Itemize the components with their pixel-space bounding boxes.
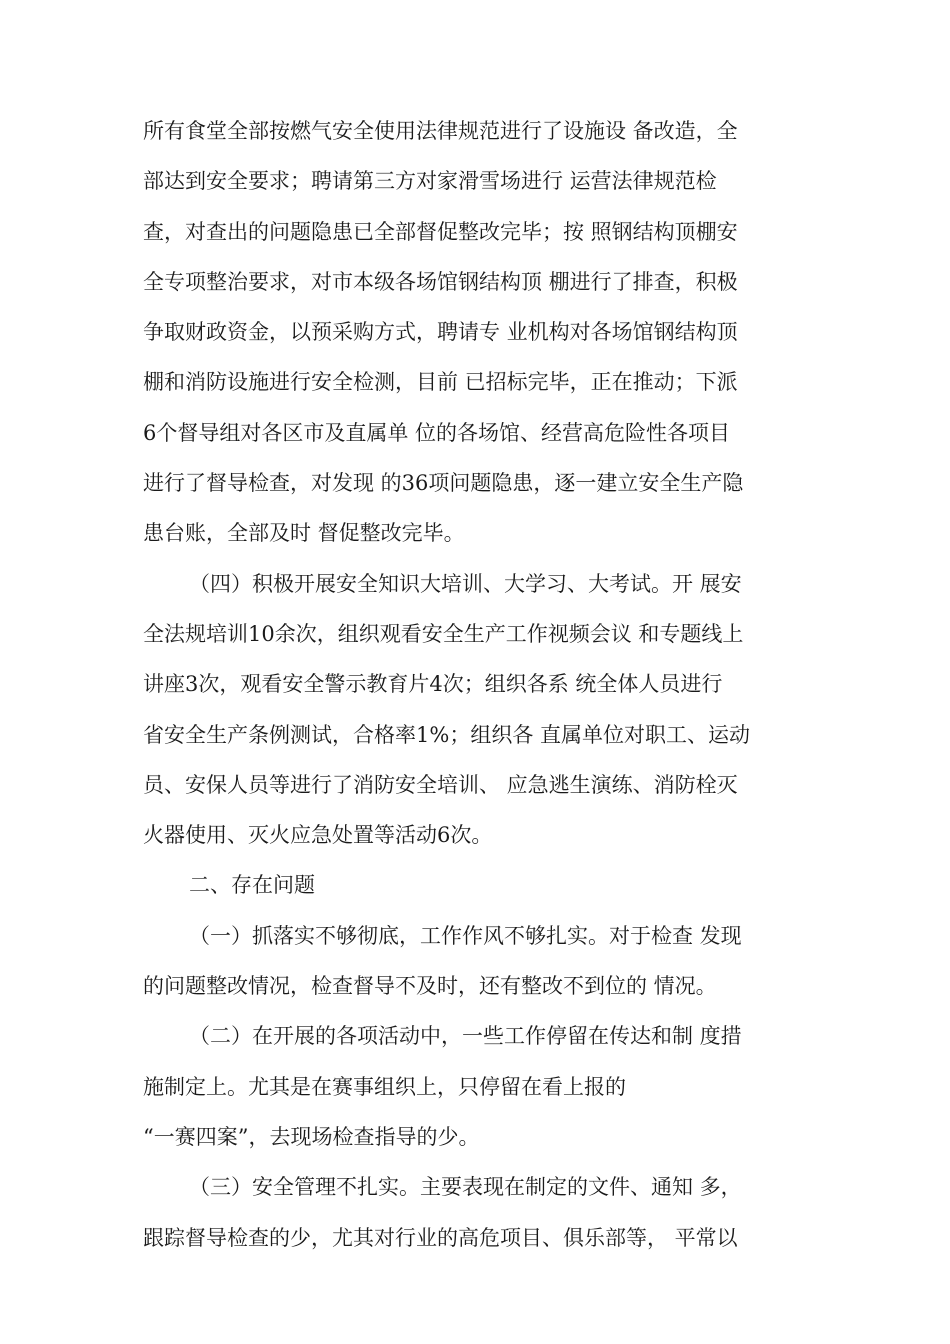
text-line: （一）抓落实不够彻底，工作作风不够扎实。对于检查 发现 xyxy=(189,923,742,948)
text-line: （四）积极开展安全知识大培训、大学习、大考试。开 展安 xyxy=(189,571,742,596)
text-line: 全法规培训10余次，组织观看安全生产工作视频会议 和专题线上 xyxy=(143,621,744,646)
text-line: 跟踪督导检查的少，尤其对行业的高危项目、俱乐部等， 平常以 xyxy=(143,1225,738,1250)
text-line: 争取财政资金，以预采购方式，聘请专 业机构对各场馆钢结构顶 xyxy=(143,320,738,345)
text-line: “一赛四案”，去现场检查指导的少。 xyxy=(143,1124,480,1149)
text-line: 二、存在问题 xyxy=(189,873,315,898)
text-line: 患台账，全部及时 督促整改完毕。 xyxy=(143,521,465,546)
text-line: 进行了督导检查，对发现 的36项问题隐患，逐一建立安全生产隐 xyxy=(143,471,744,496)
text-line: 省安全生产条例测试，合格率1%；组织各 直属单位对职工、运动 xyxy=(143,722,750,747)
text-line: 施制定上。尤其是在赛事组织上，只停留在看上报的 xyxy=(143,1074,626,1099)
text-line: 全专项整治要求，对市本级各场馆钢结构顶 棚进行了排查，积极 xyxy=(143,269,738,294)
text-line: 部达到安全要求；聘请第三方对家滑雪场进行 运营法律规范检 xyxy=(143,169,717,194)
text-line: 棚和消防设施进行安全检测，目前 已招标完毕，正在推动；下派 xyxy=(143,370,738,395)
text-line: 6个督导组对各区市及直属单 位的各场馆、经营高危险性各项目 xyxy=(143,420,731,445)
text-line: （三）安全管理不扎实。主要表现在制定的文件、通知 多， xyxy=(189,1175,742,1200)
text-line: 员、安保人员等进行了消防安全培训、 应急逃生演练、消防栓灭 xyxy=(143,772,738,797)
text-line: 的问题整改情况，检查督导不及时，还有整改不到位的 情况。 xyxy=(143,974,717,999)
text-line: （二）在开展的各项活动中，一些工作停留在传达和制 度措 xyxy=(189,1024,742,1049)
text-line: 火器使用、灭火应急处置等活动6次。 xyxy=(143,823,493,848)
document-body xyxy=(143,106,823,1263)
text-line: 所有食堂全部按燃气安全使用法律规范进行了设施设 备改造，全 xyxy=(143,119,738,143)
text-line: 查，对查出的问题隐患已全部督促整改完毕；按 照钢结构顶棚安 xyxy=(143,219,738,244)
text-line: 讲座3次，观看安全警示教育片4次；组织各系 统全体人员进行 xyxy=(143,672,723,697)
